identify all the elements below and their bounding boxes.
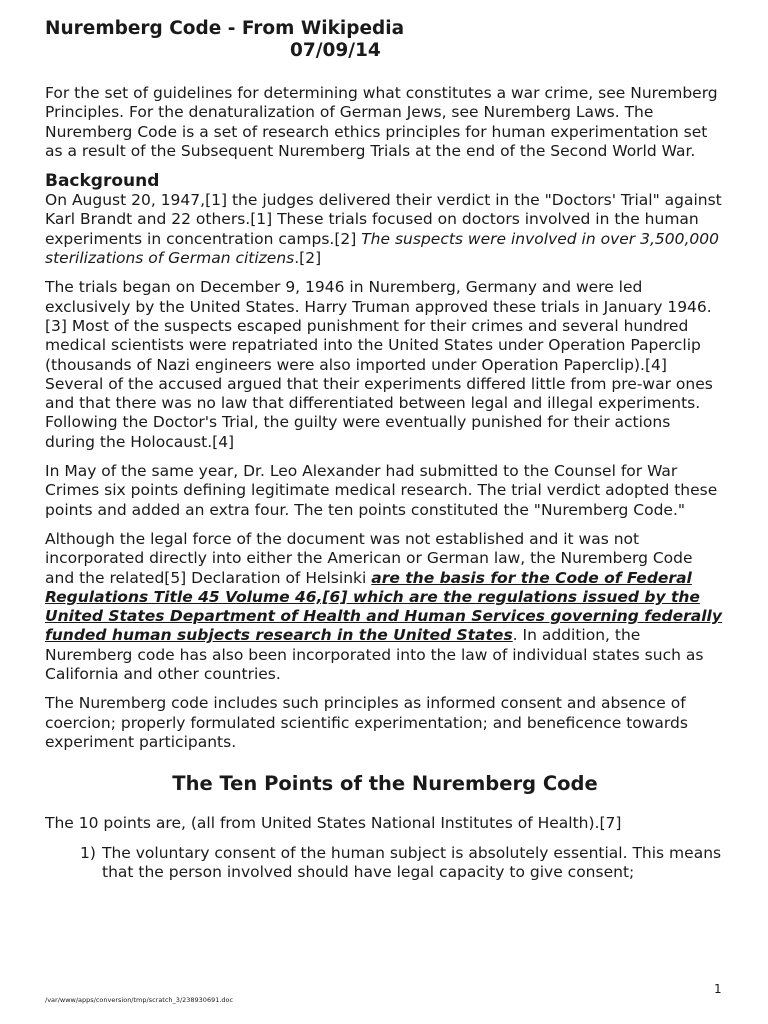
paragraph-text: On August 20, 1947,[1] the judges delivered their verdict in the "Doctors' Trial" against Karl Brandt and 22 others.[1] These trials focused on doctors involved in the human experiments in concentration camps.[2]: [45, 191, 722, 248]
background-paragraph-3: In May of the same year, Dr. Leo Alexander had submitted to the Counsel for War Crimes six points defining legitimate medical research. The trial verdict adopted these points and added an extra four. The ten points constituted the "Nuremberg Code.": [45, 462, 718, 519]
paragraph-text: Although the legal force of the document was not established and it was not incorporated directly into either the American or German law, the Nuremberg Code and the related[5] Declaration of Helsinki: [45, 529, 693, 587]
list-item: [80, 844, 725, 883]
intro-paragraph: For the set of guidelines for determining what constitutes a war crime, see Nuremberg Principles. For the denaturalization of German Jews, see Nuremberg Laws. The Nuremberg Code is a set of research ethics principles for human experimentation set as a result of the Subsequent Nuremberg Trials at the end of the Second World War.: [45, 84, 718, 160]
page-number: 1: [714, 982, 722, 996]
document-page: [45, 18, 725, 882]
italic-text: The suspects were involved in over 3,500,000 sterilizations of German citizens: [45, 229, 719, 268]
ten-points-list: [45, 844, 725, 883]
paragraph-text: . In addition, the Nuremberg code has also been incorporated into the law of individual states such as California and other countries.: [45, 626, 704, 684]
ten-points-heading: The Ten Points of the Nuremberg Code: [172, 772, 598, 796]
list-item-text: The voluntary consent of the human subject is absolutely essential. This means that the person involved should have legal capacity to give consent;: [102, 843, 722, 881]
document-date: 07/09/14: [290, 40, 381, 61]
background-paragraph-1: [45, 191, 725, 268]
background-paragraph-4: [45, 530, 725, 684]
footer-file-path: /var/www/apps/conversion/tmp/scratch_3/238930691.doc: [45, 996, 234, 1004]
emphasized-text: are the basis for the Code of Federal Regulations Title 45 Volume 46,[6] which are the regulations issued by the United States Department of Health and Human Services governing federally funded human subjects research in the United States: [45, 568, 722, 645]
ten-points-intro: The 10 points are, (all from United States National Institutes of Health).[7]: [45, 814, 622, 833]
paragraph-text: .[2]: [294, 249, 322, 268]
background-paragraph-5: The Nuremberg code includes such principles as informed consent and absence of coercion; properly formulated scientific experimentation; and beneficence towards experiment participants.: [45, 694, 688, 751]
list-item-number: 1): [80, 843, 96, 862]
document-title: Nuremberg Code - From Wikipedia: [45, 18, 405, 39]
background-heading: Background: [45, 171, 160, 192]
background-paragraph-2: The trials began on December 9, 1946 in Nuremberg, Germany and were led exclusively by the United States. Harry Truman approved these trials in January 1946.[3] Most of the suspects escaped punishment for their crimes and several hundred medical scientists were repatriated into the United States under Operation Paperclip (thousands of Nazi engineers were also imported under Operation Paperclip).[4] Several of the accused argued that their experiments differed little from pre-war ones and that there was no law that differentiated between legal and illegal experiments. Following the Doctor's Trial, the guilty were eventually punished for their actions during the Holocaust.[4]: [45, 278, 713, 451]
